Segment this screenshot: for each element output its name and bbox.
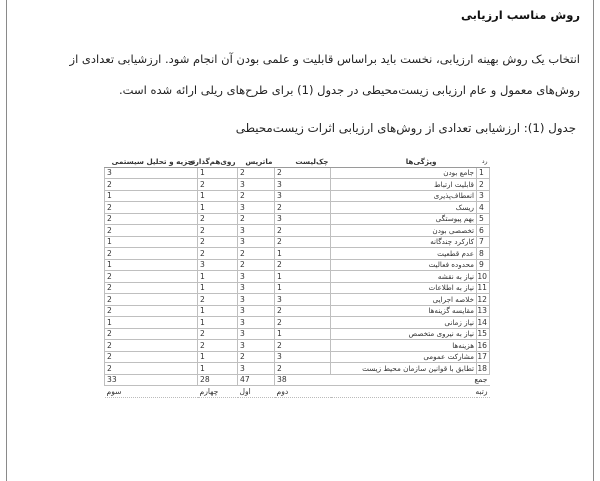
checklist-score: 3 [275, 294, 331, 306]
overlay-score: 1 [198, 351, 238, 363]
sum-spacer [331, 374, 477, 386]
matrix-score: 3 [238, 202, 275, 214]
paragraph-line-2: روش‌های معمول و عام ارزیابی زیست‌محیطی در جدول (1) برای طرح‌های ریلی ارائه شده است. [119, 83, 580, 97]
checklist-score: 3 [275, 190, 331, 202]
row-index: 1 [477, 167, 490, 179]
checklist-score: 2 [275, 363, 331, 375]
checklist-score: 2 [275, 202, 331, 214]
table-row [105, 363, 490, 375]
checklist-score: 1 [275, 248, 331, 260]
matrix-score: 3 [238, 294, 275, 306]
table-row [105, 340, 490, 352]
overlay-score: 1 [198, 282, 238, 294]
overlay-score: 2 [198, 179, 238, 191]
row-index: 9 [477, 259, 490, 271]
row-feature: نیاز به نیروی متخصص [331, 328, 477, 340]
matrix-score: 3 [238, 363, 275, 375]
systems-score: 2 [105, 328, 198, 340]
header-overlay: روی‌هم‌گذاری [188, 156, 236, 166]
overlay-score: 1 [198, 271, 238, 283]
row-index: 11 [477, 282, 490, 294]
systems-score: 1 [105, 236, 198, 248]
overlay-score: 2 [198, 236, 238, 248]
overlay-score: 2 [198, 248, 238, 260]
matrix-score: 2 [238, 259, 275, 271]
row-feature: محدوده فعالیت [331, 259, 477, 271]
overlay-score: 2 [198, 213, 238, 225]
row-feature: هزینه‌ها [331, 340, 477, 352]
matrix-score: 3 [238, 305, 275, 317]
table-row [105, 259, 490, 271]
systems-score: 2 [105, 340, 198, 352]
row-feature: انعطاف‌پذیری [331, 190, 477, 202]
matrix-score: 3 [238, 236, 275, 248]
checklist-score: 2 [275, 167, 331, 179]
row-index: 14 [477, 317, 490, 329]
systems-score: 2 [105, 305, 198, 317]
overlay-score: 1 [198, 305, 238, 317]
row-feature: ریسک [331, 202, 477, 214]
row-index: 16 [477, 340, 490, 352]
overlay-score: 2 [198, 328, 238, 340]
checklist-score: 2 [275, 259, 331, 271]
overlay-score: 1 [198, 190, 238, 202]
matrix-score: 2 [238, 190, 275, 202]
table-row [105, 294, 490, 306]
systems-score: 2 [105, 363, 198, 375]
checklist-score: 1 [275, 328, 331, 340]
row-feature: کارکرد چندگانه [331, 236, 477, 248]
table-row [105, 167, 490, 179]
row-index: 17 [477, 351, 490, 363]
row-index: 15 [477, 328, 490, 340]
checklist-score: 1 [275, 271, 331, 283]
row-feature: تخصصی بودن [331, 225, 477, 237]
matrix-score: 3 [238, 225, 275, 237]
matrix-score: 2 [238, 213, 275, 225]
systems-score: 2 [105, 282, 198, 294]
overlay-score: 1 [198, 167, 238, 179]
table-row [105, 271, 490, 283]
row-index: 4 [477, 202, 490, 214]
table-body [105, 167, 490, 397]
header-features: ویژگی‌ها [331, 156, 477, 167]
row-feature: نیاز به اطلاعات [331, 282, 477, 294]
header-checklist: چک‌لیست [275, 156, 331, 167]
row-index: 18 [477, 363, 490, 375]
paragraph-line-1: انتخاب یک روش بهینه ارزیابی، نخست باید براساس قابلیت و علمی بودن آن انجام شود. ارزشیابی تعدادی از [69, 52, 580, 66]
row-index: 7 [477, 236, 490, 248]
checklist-score: 3 [275, 179, 331, 191]
header-systems: تجزیه و تحلیل سیستمی [105, 156, 198, 167]
checklist-score: 2 [275, 305, 331, 317]
table-row [105, 351, 490, 363]
table-row [105, 282, 490, 294]
systems-score: 2 [105, 294, 198, 306]
matrix-score: 3 [238, 282, 275, 294]
sum-overlay: 28 [198, 374, 238, 386]
matrix-score: 2 [238, 351, 275, 363]
sum-row [105, 374, 490, 386]
matrix-score: 3 [238, 271, 275, 283]
systems-score: 2 [105, 202, 198, 214]
table-row [105, 179, 490, 191]
row-index: 2 [477, 179, 490, 191]
systems-score: 2 [105, 271, 198, 283]
checklist-score: 2 [275, 317, 331, 329]
matrix-score: 2 [238, 167, 275, 179]
matrix-score: 3 [238, 179, 275, 191]
table-row [105, 202, 490, 214]
evaluation-table [104, 156, 490, 398]
section-heading: روش مناسب ارزیابی [460, 8, 580, 22]
systems-score: 1 [105, 259, 198, 271]
row-index: 13 [477, 305, 490, 317]
systems-score: 1 [105, 190, 198, 202]
row-index: 5 [477, 213, 490, 225]
table-caption: جدول (1): ارزشیابی تعدادی از روش‌های ارزیابی اثرات زیست‌محیطی [235, 121, 576, 135]
table-row [105, 317, 490, 329]
rank-checklist: دوم [275, 386, 331, 398]
systems-score: 1 [105, 317, 198, 329]
table-row [105, 328, 490, 340]
checklist-score: 1 [275, 282, 331, 294]
rank-spacer [331, 386, 477, 398]
systems-score: 2 [105, 248, 198, 260]
row-index: 12 [477, 294, 490, 306]
checklist-score: 2 [275, 225, 331, 237]
overlay-score: 1 [198, 202, 238, 214]
systems-score: 2 [105, 351, 198, 363]
table-row [105, 236, 490, 248]
header-matrix: ماتریس [238, 156, 275, 167]
matrix-score: 3 [238, 317, 275, 329]
rank-row [105, 386, 490, 398]
table-row [105, 225, 490, 237]
rank-matrix: اول [238, 386, 275, 398]
row-index: 6 [477, 225, 490, 237]
table-header-row [105, 156, 490, 167]
row-feature: مشارکت عمومی [331, 351, 477, 363]
overlay-score: 1 [198, 363, 238, 375]
row-feature: مقایسه گزینه‌ها [331, 305, 477, 317]
table-row [105, 213, 490, 225]
overlay-score: 3 [198, 259, 238, 271]
row-feature: جامع بودن [331, 167, 477, 179]
row-feature: تطابق با قوانین سازمان محیط زیست [331, 363, 477, 375]
overlay-score: 2 [198, 294, 238, 306]
row-index: 3 [477, 190, 490, 202]
systems-score: 2 [105, 225, 198, 237]
sum-matrix: 47 [238, 374, 275, 386]
overlay-score: 1 [198, 317, 238, 329]
overlay-score: 2 [198, 340, 238, 352]
checklist-score: 2 [275, 236, 331, 248]
row-index: 10 [477, 271, 490, 283]
checklist-score: 3 [275, 351, 331, 363]
table-row [105, 248, 490, 260]
row-feature: قابلیت ارتباط [331, 179, 477, 191]
header-index: رد [477, 156, 490, 167]
matrix-score: 3 [238, 328, 275, 340]
checklist-score: 2 [275, 340, 331, 352]
table-row [105, 190, 490, 202]
sum-systems: 33 [105, 374, 198, 386]
rank-systems: سوم [105, 386, 198, 398]
row-feature: نیاز به نقشه [331, 271, 477, 283]
sum-checklist: 38 [275, 374, 331, 386]
row-index: 8 [477, 248, 490, 260]
row-feature: بهم پیوستگی [331, 213, 477, 225]
sum-label: جمع [474, 375, 488, 384]
systems-score: 2 [105, 213, 198, 225]
row-feature: عدم قطعیت [331, 248, 477, 260]
rank-label: رتبه [475, 386, 488, 396]
rank-overlay: چهارم [198, 386, 238, 398]
systems-score: 2 [105, 179, 198, 191]
row-feature: خلاصه اجرایی [331, 294, 477, 306]
table-row [105, 305, 490, 317]
systems-score: 3 [105, 167, 198, 179]
matrix-score: 3 [238, 340, 275, 352]
overlay-score: 2 [198, 225, 238, 237]
matrix-score: 2 [238, 248, 275, 260]
row-feature: نیاز زمانی [331, 317, 477, 329]
checklist-score: 3 [275, 213, 331, 225]
